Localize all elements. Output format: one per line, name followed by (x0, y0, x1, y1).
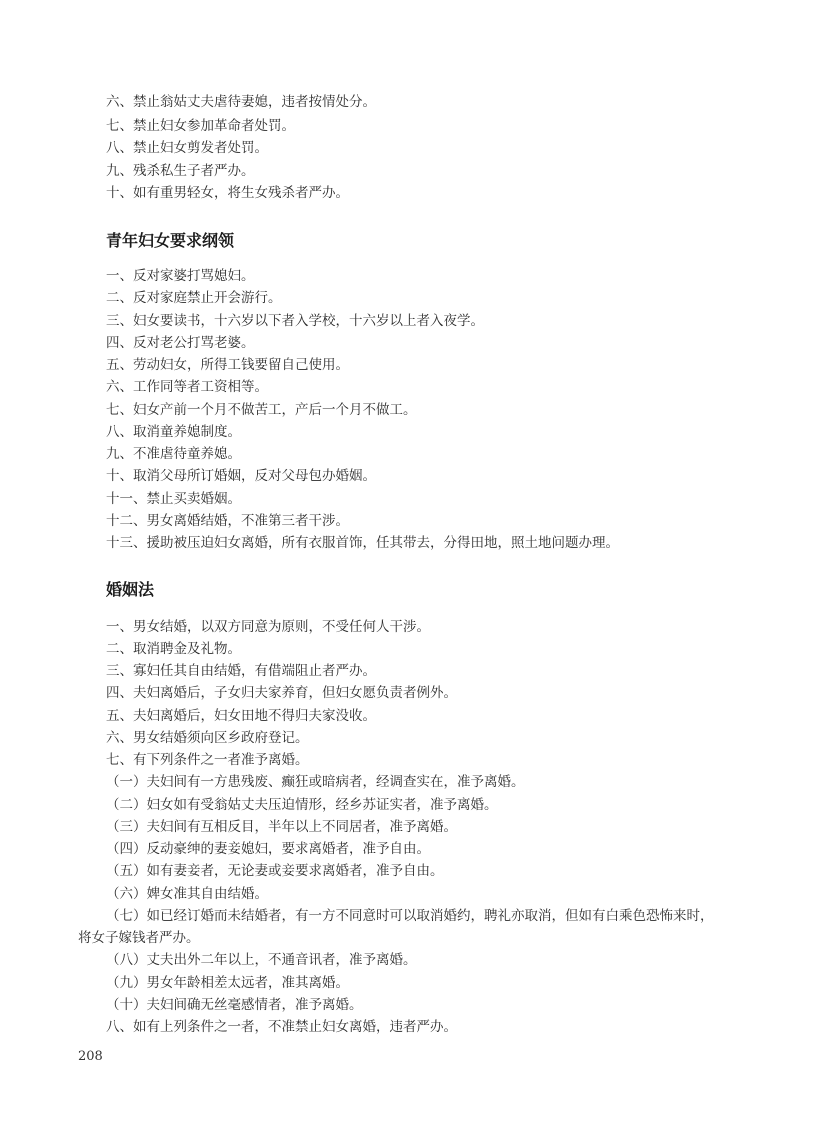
text-line: 六、工作同等者工资相等。 (106, 379, 268, 395)
text-line: 十一、禁止买卖婚姻。 (106, 491, 241, 507)
text-line: 七、有下列条件之一者准予离婚。 (106, 752, 309, 768)
sub-item: （十）夫妇间确无丝毫感情者，准予离婚。 (106, 997, 363, 1013)
text-line: 三、妇女要读书，十六岁以下者入学校，十六岁以上者入夜学。 (106, 313, 484, 329)
sub-item: （三）夫妇间有互相反目，半年以上不同居者，准予离婚。 (106, 819, 457, 835)
text-line: 八、禁止妇女剪发者处罚。 (106, 140, 268, 156)
text-line: 十二、男女离婚结婚，不准第三者干涉。 (106, 513, 349, 529)
sub-item: （一）夫妇间有一方患残废、癫狂或暗病者，经调查实在，准予离婚。 (106, 774, 525, 790)
text-line: 四、反对老公打骂老婆。 (106, 335, 255, 351)
text-line: 一、男女结婚，以双方同意为原则，不受任何人干涉。 (106, 619, 430, 635)
sub-item: （九）男女年龄相差太远者，准其离婚。 (106, 975, 349, 991)
text-line: 二、反对家庭禁止开会游行。 (106, 290, 282, 306)
text-line: 六、男女结婚须向区乡政府登记。 (106, 730, 309, 746)
text-line: 四、夫妇离婚后，子女归夫家养育，但妇女愿负责者例外。 (106, 685, 457, 701)
text-line: 一、反对家婆打骂媳妇。 (106, 268, 255, 284)
sub-item-continuation: 将女子嫁钱者严办。 (78, 930, 200, 946)
text-line: 八、如有上列条件之一者，不准禁止妇女离婚，违者严办。 (106, 1019, 457, 1035)
sub-item: （四）反动豪绅的妻妾媳妇，要求离婚者，准予自由。 (106, 841, 430, 857)
text-line: 五、夫妇离婚后，妇女田地不得归夫家没收。 (106, 708, 376, 724)
text-line: 七、禁止妇女参加革命者处罚。 (106, 118, 295, 134)
text-line: 十、如有重男轻女，将生女残杀者严办。 (106, 185, 349, 201)
section-heading: 婚姻法 (106, 580, 155, 599)
sub-item: （五）如有妻妾者，无论妻或妾要求离婚者，准予自由。 (106, 863, 444, 879)
sub-item: （二）妇女如有受翁姑丈夫压迫情形，经乡苏证实者，准予离婚。 (106, 797, 498, 813)
text-line: 十三、援助被压迫妇女离婚，所有衣服首饰，任其带去，分得田地，照土地问题办理。 (106, 535, 619, 551)
text-line: 九、残杀私生子者严办。 (106, 163, 255, 179)
text-line: 十、取消父母所订婚姻，反对父母包办婚姻。 (106, 468, 376, 484)
section-heading: 青年妇女要求纲领 (106, 231, 235, 250)
text-line: 七、妇女产前一个月不做苦工，产后一个月不做工。 (106, 402, 417, 418)
page-number: 208 (78, 1049, 103, 1064)
text-line: 二、取消聘金及礼物。 (106, 641, 241, 657)
sub-item: （八）丈夫出外二年以上，不通音讯者，准予离婚。 (106, 952, 417, 968)
sub-item: （七）如已经订婚而未结婚者，有一方不同意时可以取消婚约，聘礼亦取消，但如有白乘色恐怖来时， (106, 908, 714, 924)
text-line: 八、取消童养媳制度。 (106, 424, 241, 440)
text-line: 三、寡妇任其自由结婚，有借端阻止者严办。 (106, 663, 376, 679)
sub-item: （六）婢女准其自由结婚。 (106, 886, 268, 902)
text-line: 六、禁止翁姑丈夫虐待妻媳，违者按情处分。 (106, 94, 376, 110)
text-line: 五、劳动妇女，所得工钱要留自己使用。 (106, 357, 349, 373)
text-line: 九、不准虐待童养媳。 (106, 446, 241, 462)
